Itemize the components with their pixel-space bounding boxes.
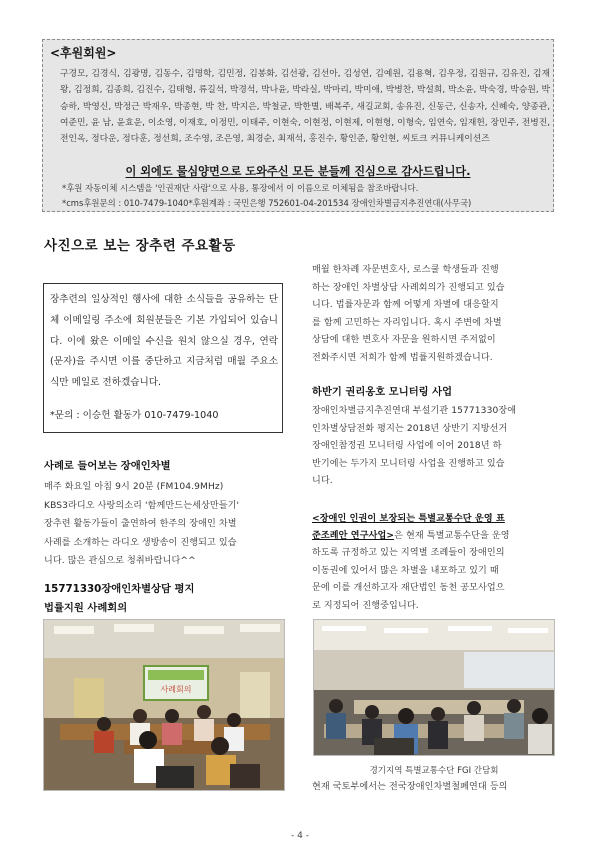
legal-line: 상담에 대한 변호사 자문을 원하시면 주저없이 xyxy=(312,335,496,345)
section-title: 사진으로 보는 장추련 주요활동 xyxy=(44,238,236,254)
transport-body xyxy=(312,545,556,615)
radio-line: KBS3라디오 사랑의소리 '함께만드는세상만들기' xyxy=(44,500,240,511)
photo-banner-text: 사례회의 xyxy=(160,685,192,694)
transport-line: 문에 이를 개선하고자 재단법인 동천 공모사업으 xyxy=(312,583,505,593)
legal-line: 하는 장애인 차별상담 사례회의가 진행되고 있습 xyxy=(312,282,505,293)
notice-contact: *문의 : 이승헌 활동가 010-7479-1040 xyxy=(50,410,219,421)
legal-line: 니다. 법률자문과 함께 어떻게 차별에 대응할지 xyxy=(312,300,499,310)
transport-line1-rest: 은 현재 특별교통수단을 운영 xyxy=(394,531,510,541)
legal-body xyxy=(312,262,556,367)
monitoring-line: 장애인참정권 모니터링 사업에 이어 2018년 하 xyxy=(312,441,502,451)
transport-line: 하도록 규정하고 있는 지역별 조례들이 장애인의 xyxy=(312,548,505,558)
transport-title-line2: 준조례안 연구사업> xyxy=(312,531,395,541)
legal-title-line2: 법률지원 사례회의 xyxy=(44,602,128,614)
sponsor-note-contact: *cms후원문의 : 010-7479-1040*후원계좌 : 국민은행 752601-04-201534 장애인차별금지추진연대(사무국) xyxy=(62,198,472,208)
sponsor-thanks-text: 이 외에도 물심양면으로 도와주신 모든 분들께 진심으로 감사드립니다. xyxy=(125,165,471,178)
radio-line: 장추련 활동가들이 출연하여 한주의 장애인 차별 xyxy=(44,519,237,529)
monitoring-line: 인차별상담전화 평지는 2018년 상반기 지방선거 xyxy=(312,423,508,434)
monitoring-line: 장애인차별금지추진연대 부설기관 15771330장애 xyxy=(312,406,517,416)
sponsor-heading: <후원회원> xyxy=(50,46,117,60)
transport-line: 로 지정되어 진행중입니다. xyxy=(312,600,419,611)
radio-title: 사례로 들어보는 장애인차별 xyxy=(44,460,171,472)
photo-caption: 경기지역 특별교통수단 FGI 간담회 xyxy=(369,766,499,776)
transport-title-row2 xyxy=(312,528,510,546)
page-number: - 4 - xyxy=(291,831,309,841)
legal-line: 를 함께 고민하는 자리입니다. 혹시 주변에 차별 xyxy=(312,317,502,328)
sponsor-thanks xyxy=(42,163,554,179)
transport-line: 이동권에 있어서 많은 차별을 내포하고 있기 때 xyxy=(312,565,499,576)
notice-text: 장추련의 일상적인 행사에 대한 소식들을 공유하는 단체 이메일링 주소에 회원분들은 기본 가입되어 있습니다. 이에 왔은 이메일 수신을 원치 않으실 경우, 연락(문자)을 주시면 이를 중단하고 지금처럼 매월 주요소식만 메일로 전하겠습니다. xyxy=(50,294,278,389)
transport-continuation-line: 현재 국토부에서는 전국장애인차별철폐연대 등의 xyxy=(312,782,508,792)
monitoring-line: 니다. xyxy=(312,476,333,486)
monitoring-line: 반기에는 두가지 모니터링 사업을 진행하고 있습 xyxy=(312,458,505,469)
radio-body xyxy=(44,478,284,571)
photo-fgi-meeting-image xyxy=(314,620,555,756)
monitoring-body xyxy=(312,403,556,491)
transport-title-line1: <장애인 인권이 보장되는 특별교통수단 운영 표 xyxy=(312,514,505,524)
radio-line: 니다. 많은 관심으로 청취바랍니다^^ xyxy=(44,556,196,566)
legal-title-line1: 15771330장애인차별상담 평지 xyxy=(44,583,195,595)
legal-line: 매월 한차례 자문변호사, 로스쿨 학생들과 진행 xyxy=(312,265,499,275)
radio-line: 매주 화요일 아침 9시 20분 (FM104.9MHz) xyxy=(44,482,224,492)
photo-case-meeting xyxy=(43,619,285,791)
monitoring-title: 하반기 권리옹호 모니터링 사업 xyxy=(312,386,453,398)
sponsor-names-list: 구경모, 김경식, 김광명, 김동수, 김명학, 김민정, 김봉화, 김선광, 김선아, 김성연, 김예원, 김용혁, 김우정, 김원규, 김유진, 김재왕, 김정희, 김종희, 김진수, 김태형, 류길석, 박경석, 박나윤, 박라실, 박마리, 박미애, 박병찬, 박설희, 박소윤, 박숙경, 박승원, 박승하, 박영신, 박정근 박재우, 박종현, 박 찬, 박지은, 박철균, 박한별, 배복주, 새길교회, 송유진, 신동근, 신송자, 신혜숙, 양종관, 여준민, 윤 남, 윤효운, 이소영, 이재호, 이정민, 이태주, 이현숙, 이현정, 이현제, 이현형, 이형숙, 임연숙, 임재헌, 장민주, 전병진, 전인옥, 정다운, 정다훈, 정선희, 조수영, 조은영, 최경순, 최재석, 홍진수, 황인준, 황인현, 씨토크 커뮤니케이션즈 xyxy=(60,69,550,145)
radio-line: 사례를 소개하는 라디오 생방송이 진행되고 있습 xyxy=(44,537,237,548)
sponsor-note-autopay: *후원 자동이체 시스템을 '인권재단 사람'으로 사용, 통장에서 이 이름으로 이체됨을 참조바랍니다. xyxy=(62,183,419,193)
transport-title-row1 xyxy=(312,511,505,529)
photo-fgi-meeting xyxy=(313,619,555,756)
legal-line: 전화주시면 저희가 함께 법률지원하겠습니다. xyxy=(312,352,493,363)
photo-case-meeting-image xyxy=(44,620,285,791)
